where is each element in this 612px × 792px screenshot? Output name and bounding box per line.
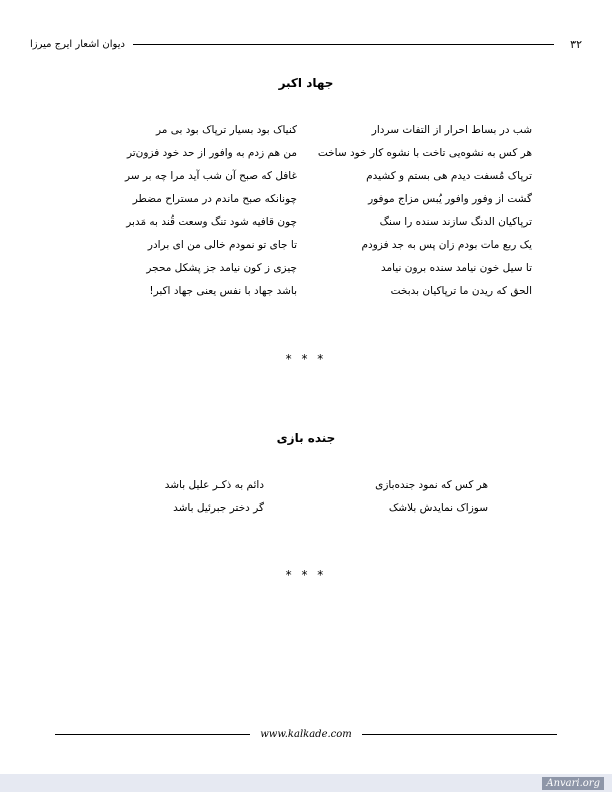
verse-left: من هم زدم به وافور از حد خود فزون‌تر [126,147,297,159]
verse-left: باشد جهاد با نفس یعنی جهاد اکبر! [149,285,297,297]
verse-right: هر کس به نشوه‌یی تاخت با نشوه کار خود ساخت [317,147,532,159]
verse-left: چیزی ز کون نیامد جز پشکل محجر [146,262,297,274]
verse-right: یک ربع مات بودم زان پس به جد فزودم [361,239,532,251]
verse-left: تا جای تو نمودم خالی من ای برادر [147,239,297,251]
page-number: ۳۲ [570,37,582,51]
watermark-logo: Anvari.org [542,777,604,790]
verse-left: دائم به ذکـر علیل باشد [164,479,264,491]
verse-left: چون قافیه شود تنگ وسعت قُند به مَدبر [126,216,297,228]
bottom-bar [0,774,612,792]
footer-rule [55,734,250,735]
footer-site[interactable]: www.kalkade.com [260,728,352,740]
verse-left: گر دختر جبرئیل باشد [173,502,264,514]
poem-title: جنده بازی [276,431,336,445]
verse-left: غافل که صبح آن شب آید مرا چه بر سر [124,170,297,182]
section-separator: * * * [285,352,327,366]
verse-right: گشت از وفور وافور یُبس مزاج موفور [368,193,532,205]
book-title: دیوان اشعار ایرج میرزا [30,38,125,50]
verse-right: ترپاکیان الدنگ سازند سنده را سنگ [379,216,532,228]
verse-right: الحق که ریدن ما ترپاکیان بدبخت [390,285,532,297]
header-rule [133,44,554,45]
page-footer [55,726,557,742]
footer-rule [362,734,557,735]
verse-right: هر کس که نمود جنده‌بازی [375,479,488,491]
section-separator: * * * [285,568,327,582]
verse-left: کنیاک بود بسیار ترپاک بود بی مر [155,124,297,136]
verse-right: تا سیل خون نیامد سنده برون نیامد [380,262,532,274]
verse-left: چونانکه صبح ماندم در مستراح مضطر [132,193,297,205]
page-header [30,36,582,52]
verse-right: ترپاک مُسفت دیدم هی بستم و کشیدم [366,170,532,182]
verse-right: شب در بساط احرار از التفات سردار [371,124,532,136]
poem-title: جهاد اکبر [278,76,334,90]
verse-right: سوزاک نمایدش بلاشک [388,502,488,514]
